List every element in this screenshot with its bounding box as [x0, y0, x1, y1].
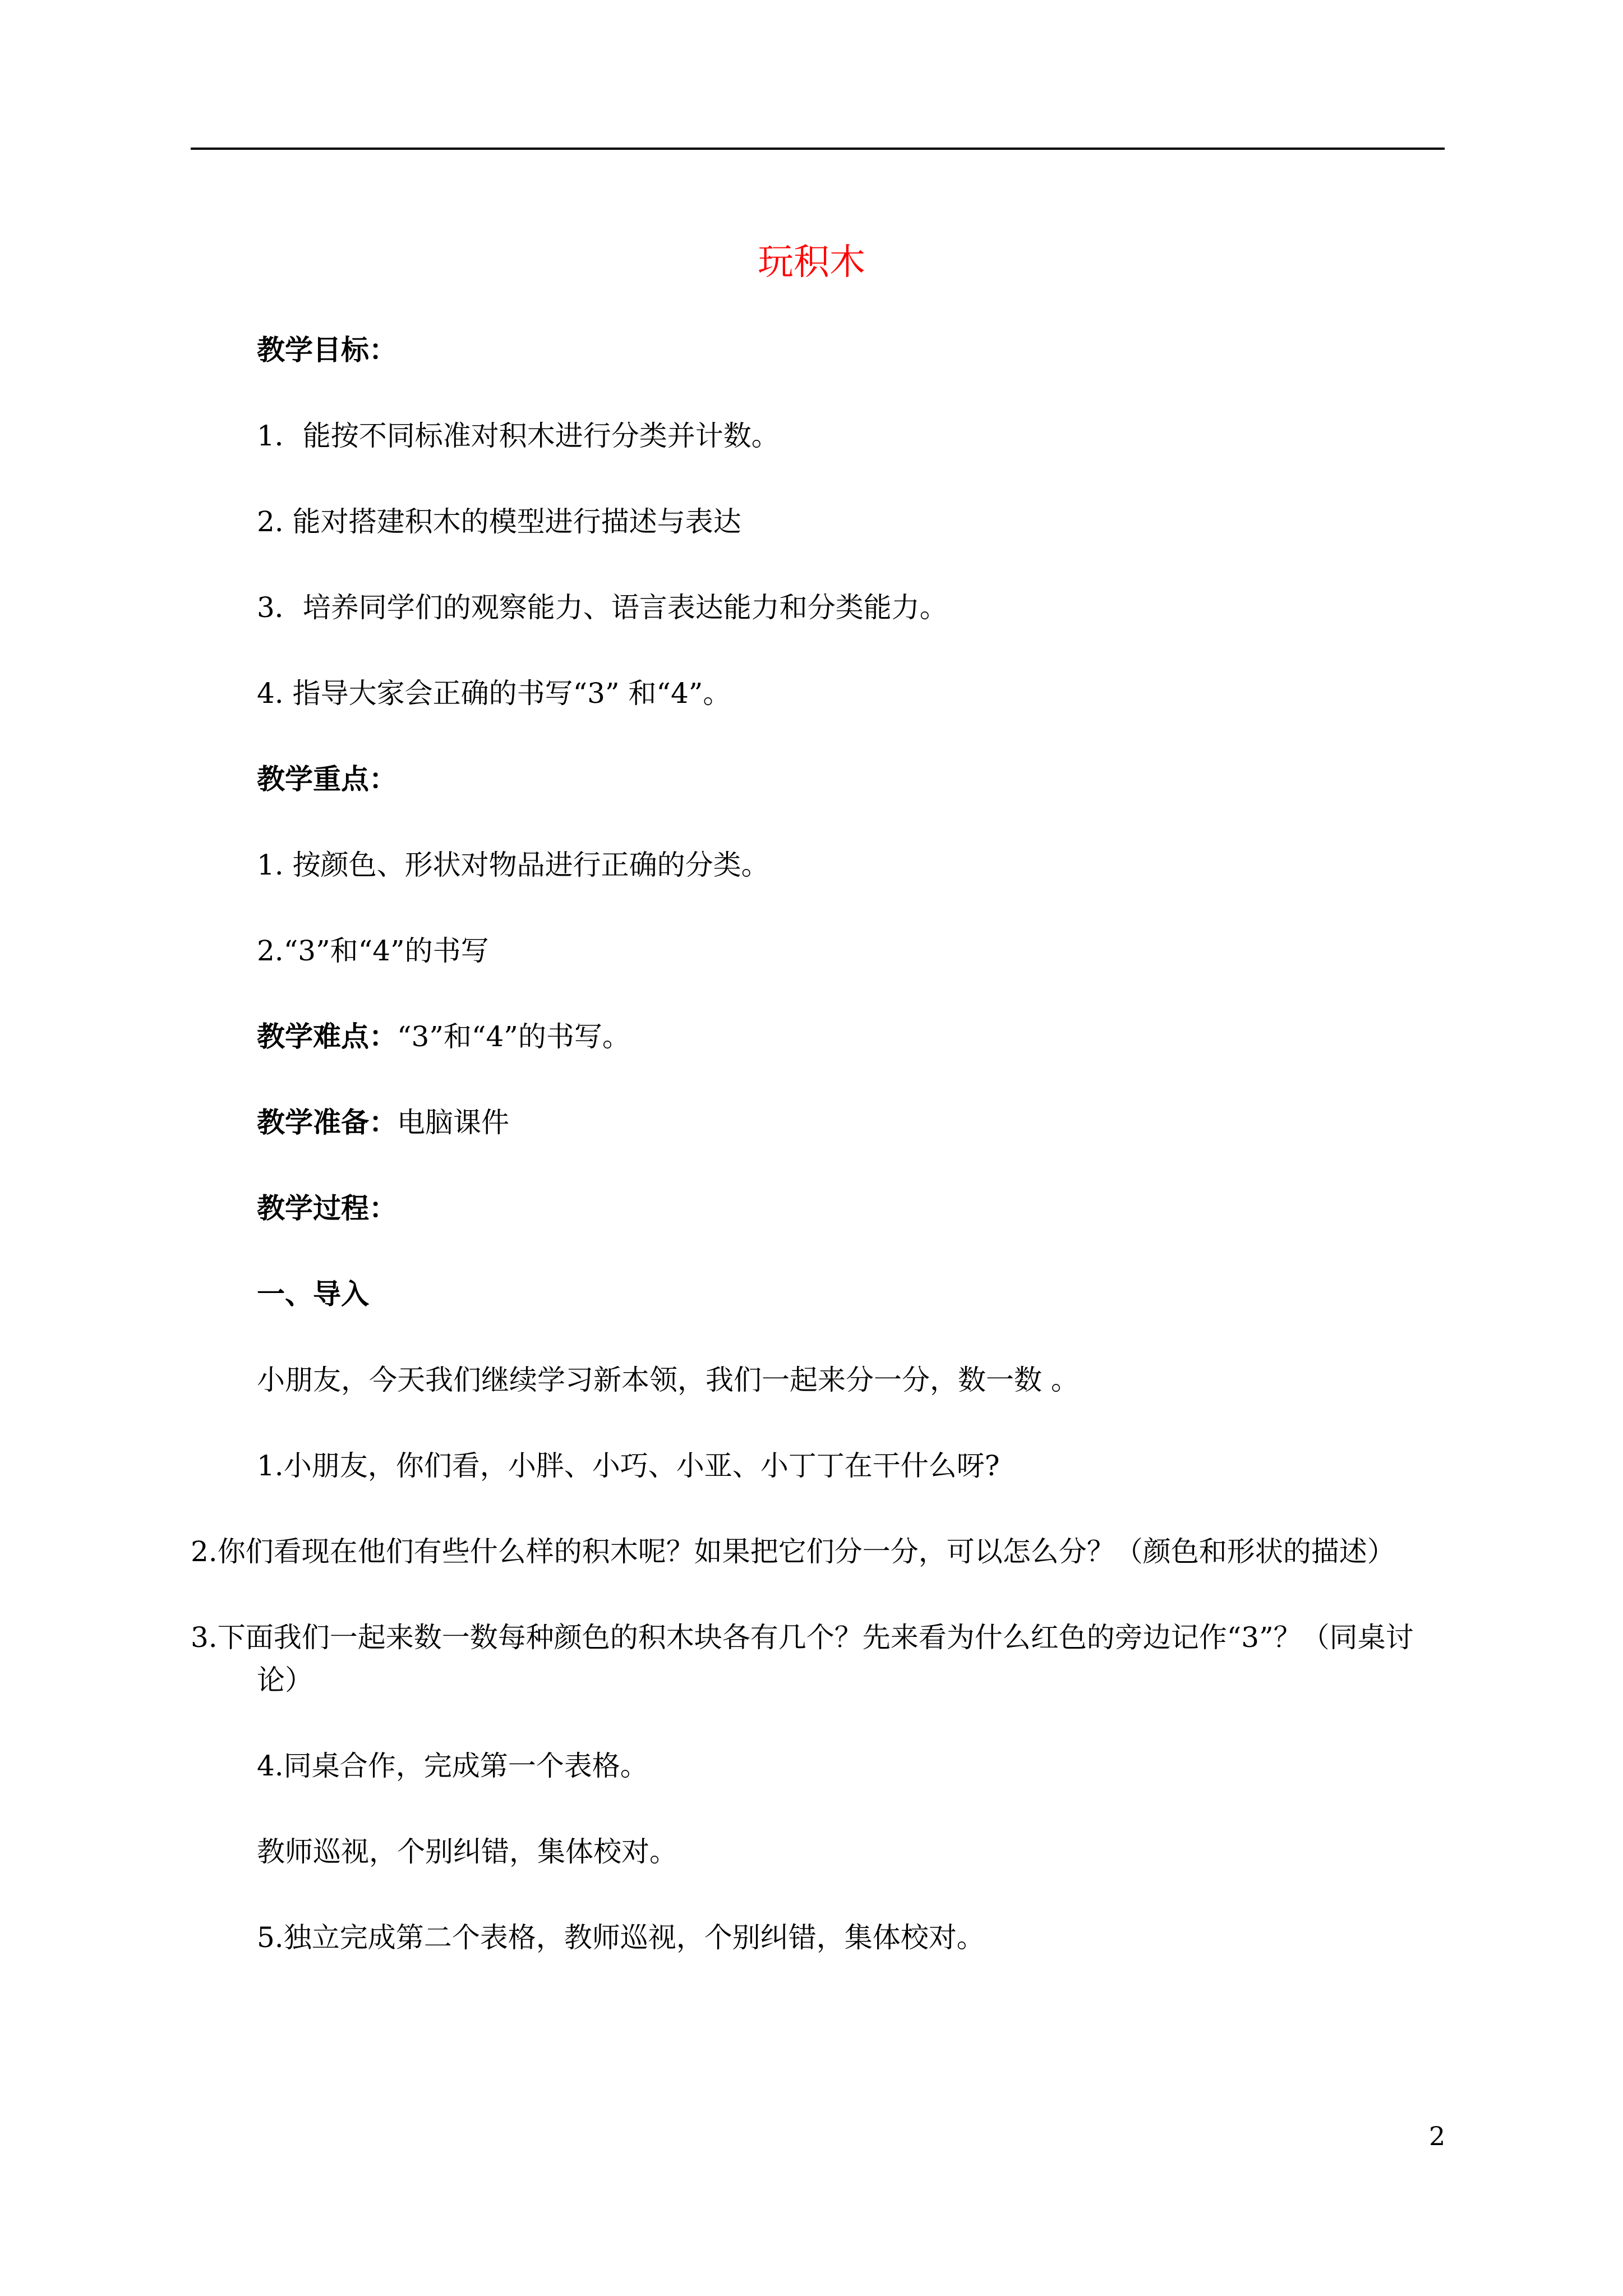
intro-paragraph: 小朋友，今天我们继续学习新本领，我们一起来分一分，数一数 。: [257, 1364, 1079, 1396]
key-point-item-2: 2.“3”和“4”的书写: [257, 935, 489, 967]
difficulty-label: 教学难点：: [257, 1020, 397, 1053]
section-heading-intro: 一、导入: [257, 1278, 369, 1310]
process-heading: 教学过程：: [257, 1192, 397, 1225]
step-3: 3.下面我们一起来数一数每种颜色的积木块各有几个？先来看为什么红色的旁边记作“3”？（同桌讨论）: [191, 1621, 1414, 1696]
preparation-label: 教学准备：: [257, 1106, 397, 1139]
objective-item-2: 2. 能对搭建积木的模型进行描述与表达: [257, 505, 741, 538]
document-title: 玩积木: [758, 242, 865, 283]
objective-item-3: 3．培养同学们的观察能力、语言表达能力和分类能力。: [257, 591, 948, 624]
objective-item-4: 4. 指导大家会正确的书写“3” 和“4”。: [257, 677, 731, 710]
key-points-heading: 教学重点：: [257, 763, 397, 795]
preparation-text: 电脑课件: [397, 1106, 509, 1139]
document-body: [191, 329, 1445, 2002]
step-2: 2.你们看现在他们有些什么样的积木呢？如果把它们分一分，可以怎么分？（颜色和形状的描述）: [191, 1535, 1395, 1568]
objective-item-1: 1．能按不同标准对积木进行分类并计数。: [257, 420, 780, 452]
key-point-item-1: 1. 按颜色、形状对物品进行正确的分类。: [257, 849, 769, 881]
preparation-line: [257, 1101, 1445, 1144]
objectives-heading: 教学目标：: [257, 334, 397, 366]
page-number: 2: [1429, 2121, 1446, 2151]
difficulty-line: [257, 1015, 1445, 1058]
step-1: 1.小朋友，你们看，小胖、小巧、小亚、小丁丁在干什么呀?: [257, 1450, 1000, 1482]
teacher-note: 教师巡视，个别纠错，集体校对。: [257, 1835, 677, 1868]
step-4: 4.同桌合作，完成第一个表格。: [257, 1750, 648, 1782]
step-5: 5.独立完成第二个表格，教师巡视，个别纠错，集体校对。: [257, 1921, 985, 1954]
difficulty-text: “3”和“4”的书写。: [397, 1020, 630, 1053]
header-rule: [191, 148, 1445, 150]
